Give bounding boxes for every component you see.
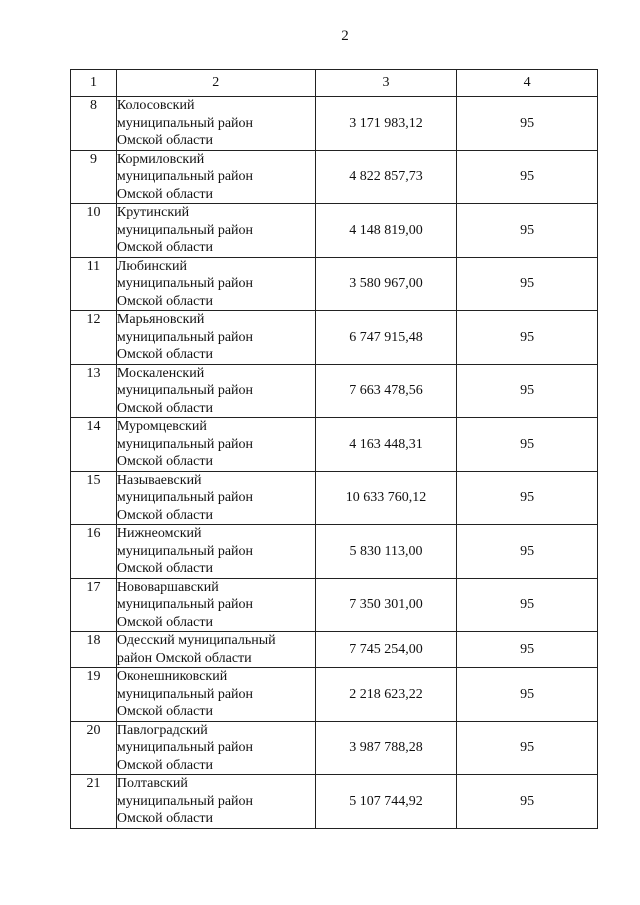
- district-name-cell: Любинский муниципальный район Омской области: [116, 257, 315, 311]
- row-number-cell: 16: [71, 525, 117, 579]
- district-name-cell: Колосовский муниципальный район Омской области: [116, 97, 315, 151]
- table-row: [71, 775, 598, 829]
- district-name-cell: Оконешниковский муниципальный район Омской области: [116, 668, 315, 722]
- header-col-3: 3: [315, 70, 457, 97]
- amount-cell: 6 747 915,48: [315, 311, 457, 365]
- amount-cell: 4 822 857,73: [315, 150, 457, 204]
- percent-cell: 95: [457, 668, 598, 722]
- row-number-cell: 13: [71, 364, 117, 418]
- table-row: [71, 632, 598, 668]
- row-number-cell: 19: [71, 668, 117, 722]
- table-row: [71, 257, 598, 311]
- amount-cell: 3 171 983,12: [315, 97, 457, 151]
- header-col-4: 4: [457, 70, 598, 97]
- percent-cell: 95: [457, 204, 598, 258]
- amount-cell: 7 663 478,56: [315, 364, 457, 418]
- amount-cell: 7 745 254,00: [315, 632, 457, 668]
- district-name-cell: Павлоградский муниципальный район Омской области: [116, 721, 315, 775]
- percent-cell: 95: [457, 471, 598, 525]
- percent-cell: 95: [457, 150, 598, 204]
- row-number-cell: 14: [71, 418, 117, 472]
- percent-cell: 95: [457, 97, 598, 151]
- table-row: [71, 418, 598, 472]
- table-row: [71, 97, 598, 151]
- amount-cell: 7 350 301,00: [315, 578, 457, 632]
- row-number-cell: 20: [71, 721, 117, 775]
- row-number-cell: 15: [71, 471, 117, 525]
- row-number-cell: 21: [71, 775, 117, 829]
- header-col-1: 1: [71, 70, 117, 97]
- table-row: [71, 578, 598, 632]
- district-name-cell: Москаленский муниципальный район Омской области: [116, 364, 315, 418]
- percent-cell: 95: [457, 775, 598, 829]
- table-row: [71, 721, 598, 775]
- row-number-cell: 12: [71, 311, 117, 365]
- row-number-cell: 10: [71, 204, 117, 258]
- district-name-cell: Марьяновский муниципальный район Омской области: [116, 311, 315, 365]
- percent-cell: 95: [457, 311, 598, 365]
- table-row: [71, 668, 598, 722]
- table-row: [71, 364, 598, 418]
- district-name-cell: Называевский муниципальный район Омской области: [116, 471, 315, 525]
- percent-cell: 95: [457, 525, 598, 579]
- district-name-cell: Одесский муниципальный район Омской области: [116, 632, 315, 668]
- row-number-cell: 17: [71, 578, 117, 632]
- district-name-cell: Нововаршавский муниципальный район Омской области: [116, 578, 315, 632]
- percent-cell: 95: [457, 578, 598, 632]
- table-row: [71, 525, 598, 579]
- district-name-cell: Кормиловский муниципальный район Омской области: [116, 150, 315, 204]
- header-col-2: 2: [116, 70, 315, 97]
- amount-cell: 4 163 448,31: [315, 418, 457, 472]
- district-name-cell: Нижнеомский муниципальный район Омской области: [116, 525, 315, 579]
- table-row: [71, 204, 598, 258]
- amount-cell: 10 633 760,12: [315, 471, 457, 525]
- data-table: [70, 69, 598, 829]
- percent-cell: 95: [457, 257, 598, 311]
- amount-cell: 3 580 967,00: [315, 257, 457, 311]
- district-name-cell: Муромцевский муниципальный район Омской области: [116, 418, 315, 472]
- amount-cell: 2 218 623,22: [315, 668, 457, 722]
- district-name-cell: Крутинский муниципальный район Омской области: [116, 204, 315, 258]
- amount-cell: 5 107 744,92: [315, 775, 457, 829]
- table-body: [71, 97, 598, 829]
- percent-cell: 95: [457, 721, 598, 775]
- page-number: 2: [341, 28, 349, 44]
- row-number-cell: 9: [71, 150, 117, 204]
- table-row: [71, 150, 598, 204]
- percent-cell: 95: [457, 418, 598, 472]
- table-row: [71, 471, 598, 525]
- percent-cell: 95: [457, 632, 598, 668]
- row-number-cell: 11: [71, 257, 117, 311]
- row-number-cell: 18: [71, 632, 117, 668]
- row-number-cell: 8: [71, 97, 117, 151]
- district-name-cell: Полтавский муниципальный район Омской области: [116, 775, 315, 829]
- table-row: [71, 311, 598, 365]
- header-row: [71, 70, 598, 97]
- amount-cell: 5 830 113,00: [315, 525, 457, 579]
- amount-cell: 3 987 788,28: [315, 721, 457, 775]
- percent-cell: 95: [457, 364, 598, 418]
- amount-cell: 4 148 819,00: [315, 204, 457, 258]
